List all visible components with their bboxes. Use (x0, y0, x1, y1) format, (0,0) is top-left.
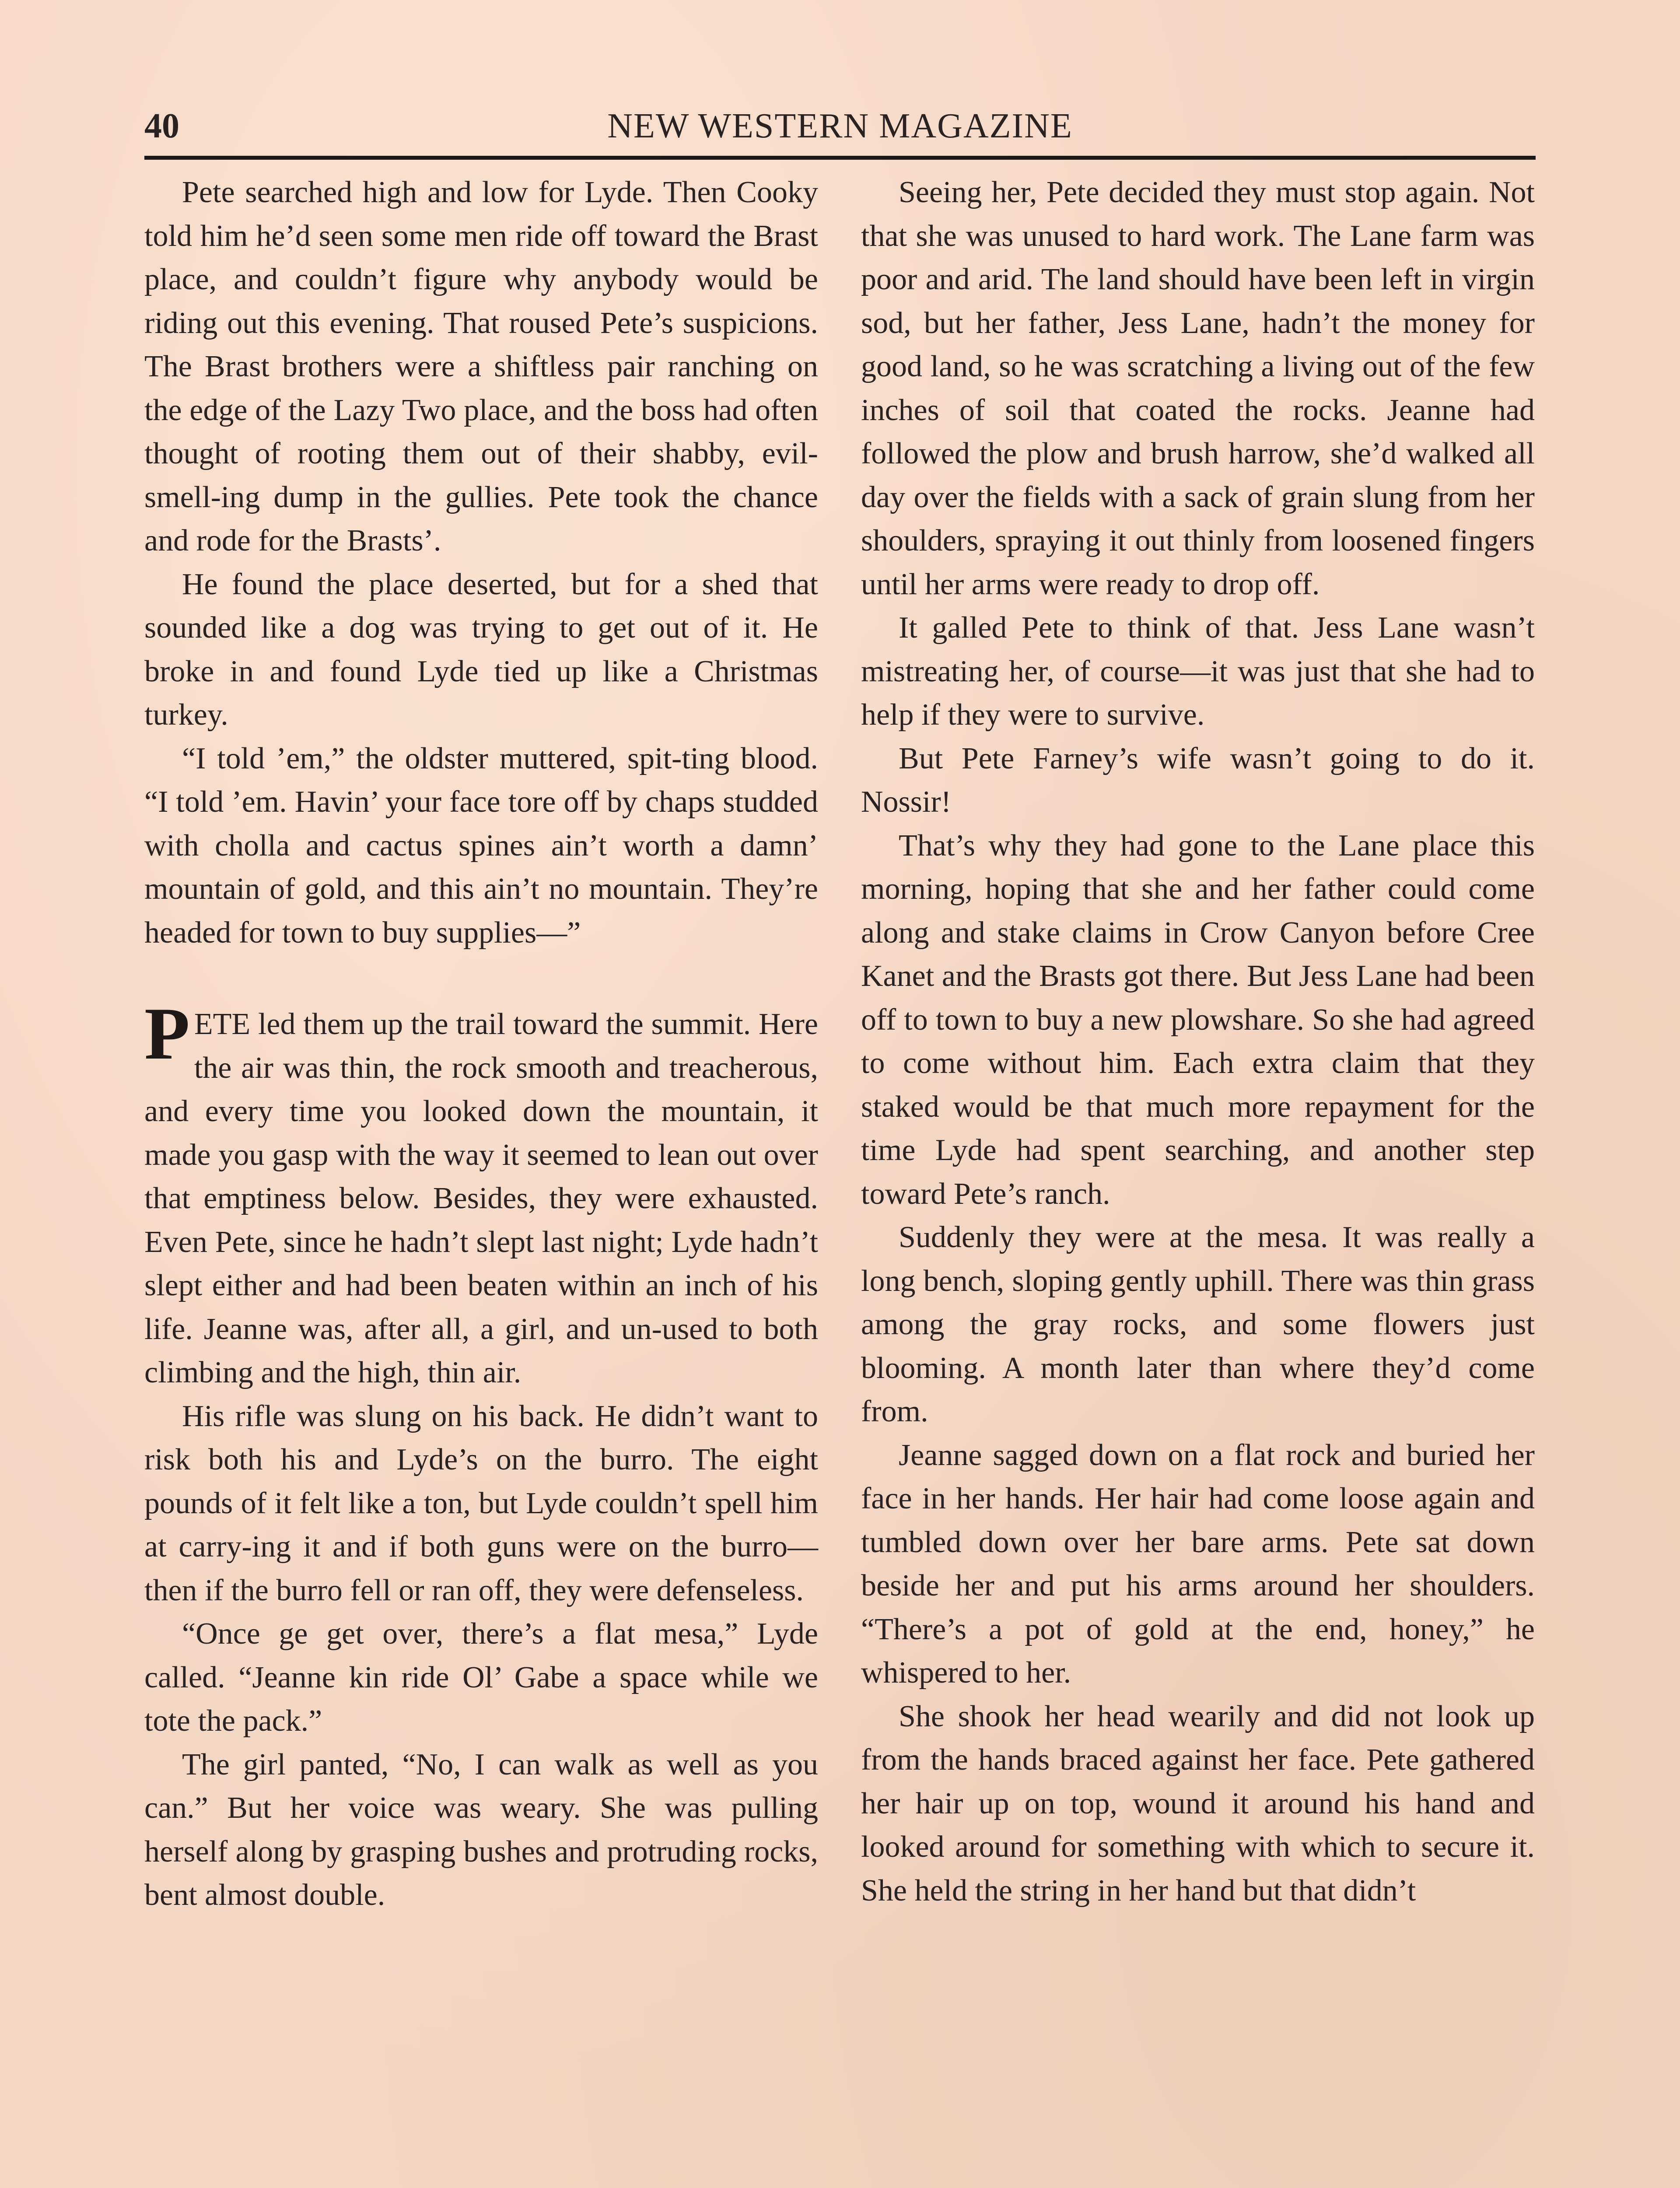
header-rule (144, 156, 1536, 160)
paragraph: That’s why they had gone to the Lane place this morning, hoping that she and her father could come along and stake claims in Crow Canyon before Cree Kanet and the Brasts got there. But Jess Lane had been off to town to buy a new plowshare. So she had agreed to come without him. Each extra claim that they staked would be that much more repayment for the time Lyde had spent searching, and another step toward Pete’s ranch. (861, 828, 1535, 1211)
paragraph: But Pete Farney’s wife wasn’t going to do it. Nossir! (861, 741, 1535, 819)
paragraph: Jeanne sagged down on a flat rock and buried her face in her hands. Her hair had come loose again and tumbled down over her bare arms. Pete sat down beside her and put his arms around her shoulders. “There’s a pot of gold at the end, honey,” he whispered to her. (861, 1438, 1535, 1690)
section-opening-paragraph (144, 992, 818, 1395)
paragraph: The girl panted, “No, I can walk as well as you can.” But her voice was weary. She was pulling herself along by grasping bushes and protruding rocks, bent almost double. (144, 1747, 818, 1912)
page-header (144, 104, 1536, 148)
drop-cap: P (144, 992, 190, 1075)
paragraph: It galled Pete to think of that. Jess Lane wasn’t mistreating her, of course—it was just that she had to help if they were to survive. (861, 611, 1535, 732)
paragraph: “I told ’em,” the oldster muttered, spit-ting blood. “I told ’em. Havin’ your face tore off by chaps studded with cholla and cactus spines ain’t worth a damn’ mountain of gold, and this ain’t no mountain. They’re headed for town to buy supplies—” (144, 741, 818, 950)
paragraph: Suddenly they were at the mesa. It was really a long bench, sloping gently uphill. There was thin grass among the gray rocks, and some flowers just blooming. A month later than where they’d come from. (861, 1220, 1535, 1428)
section-break (144, 954, 818, 1003)
right-column (861, 171, 1535, 1912)
paragraph: She shook her head wearily and did not look up from the hands braced against her face. Pete gathered her hair up on top, wound it around his hand and looked around for something with which to secure it. She held the string in her hand but that didn’t (861, 1699, 1535, 1907)
paragraph: Pete searched high and low for Lyde. Then Cooky told him he’d seen some men ride off toward the Brast place, and couldn’t figure why anybody would be riding out this evening. That roused Pete’s suspicions. The Brast brothers were a shiftless pair ranching on the edge of the Lazy Two place, and the boss had often thought of rooting them out of their shabby, evil-smell-ing dump in the gullies. Pete took the chance and rode for the Brasts’. (144, 175, 818, 558)
magazine-title: NEW WESTERN MAGAZINE (607, 107, 1073, 145)
section-opening-text: ETE led them up the trail toward the summit. Here the air was thin, the rock smooth and treacherous, and every time you looked down the mountain, it made you gasp with the way it seemed to lean out over that emptiness below. Besides, they were exhausted. Even Pete, since he hadn’t slept last night; Lyde hadn’t slept either and had been beaten within an inch of his life. Jeanne was, after all, a girl, and un-used to both climbing and the high, thin air. (144, 1007, 818, 1389)
page-number: 40 (144, 107, 179, 145)
left-column (144, 171, 818, 1917)
paragraph: His rifle was slung on his back. He didn’t want to risk both his and Lyde’s on the burro. The eight pounds of it felt like a ton, but Lyde couldn’t spell him at carry-ing it and if both guns were on the burro—then if the burro fell or ran off, they were defenseless. (144, 1399, 818, 1607)
paragraph: “Once ge get over, there’s a flat mesa,” Lyde called. “Jeanne kin ride Ol’ Gabe a space while we tote the pack.” (144, 1617, 818, 1738)
paragraph: He found the place deserted, but for a shed that sounded like a dog was trying to get out of it. He broke in and found Lyde tied up like a Christmas turkey. (144, 567, 818, 732)
paragraph: Seeing her, Pete decided they must stop again. Not that she was unused to hard work. The Lane farm was poor and arid. The land should have been left in virgin sod, but her father, Jess Lane, hadn’t the money for good land, so he was scratching a living out of the few inches of soil that coated the rocks. Jeanne had followed the plow and brush harrow, she’d walked all day over the fields with a sack of grain slung from her shoulders, spraying it out thinly from loosened fingers until her arms were ready to drop off. (861, 175, 1535, 601)
